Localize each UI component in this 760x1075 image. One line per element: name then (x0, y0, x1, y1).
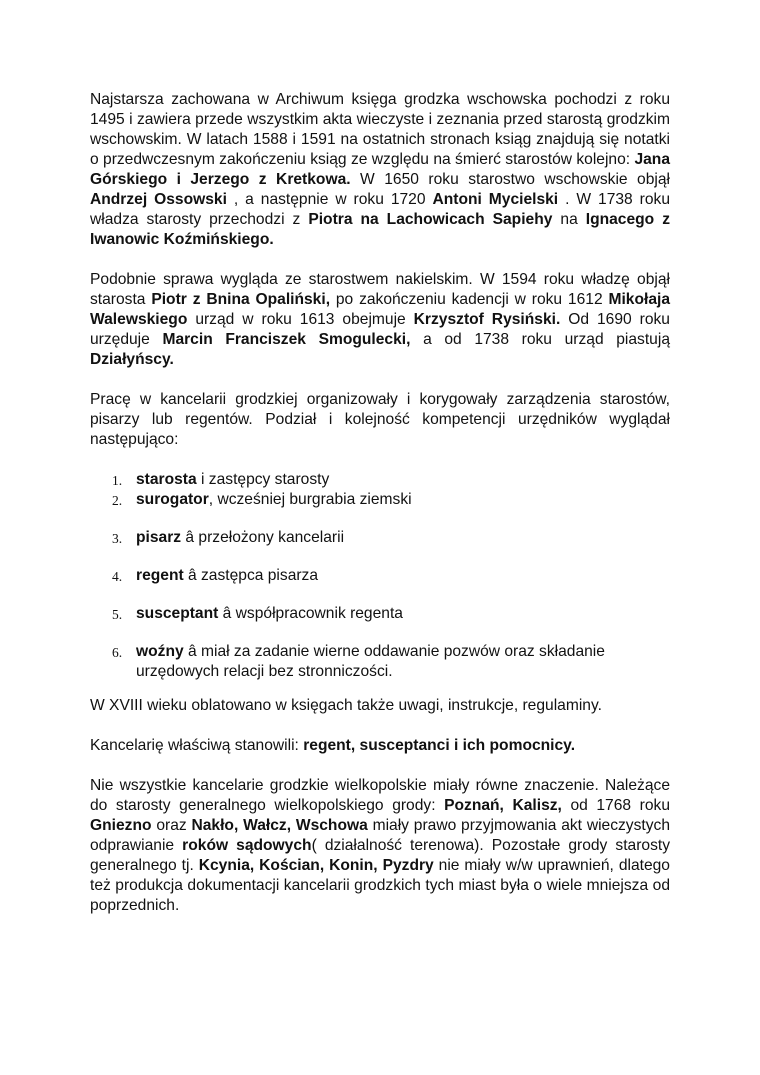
list-term: pisarz (136, 529, 182, 546)
list-desc: â zastępca pisarza (183, 567, 319, 584)
text-run: a od 1738 roku urząd piastują (410, 331, 670, 348)
list-item (90, 604, 670, 624)
text-run: od 1768 roku (561, 797, 670, 814)
text-run: nie miały w/w uprawnień, dlatego też produkcja dokumentacji kancelarii grodzkich tych miast była o wiele mniejsza od poprzednich. (90, 857, 670, 914)
list-number: 2. (112, 493, 123, 508)
text-run: na (552, 211, 586, 228)
list-number: 6. (112, 645, 123, 660)
name-sapieha: Piotra na Lachowicach Sapiehy (308, 211, 553, 228)
list-item (90, 470, 670, 490)
towns-poznan-kalisz: Poznań, Kalisz, (444, 797, 562, 814)
name-gorski-kretkow: Jana Górskiego i Jerzego z Kretkowa. (90, 151, 670, 188)
list-term: susceptant (136, 605, 219, 622)
list-item (90, 528, 670, 548)
paragraph-kancelaria-wlasciwa (90, 736, 670, 756)
name-rysinski: Krzysztof Rysiński. (413, 311, 561, 328)
list-term: surogator (136, 491, 209, 508)
text-run: , a następnie w roku 1720 (226, 191, 433, 208)
text-run: ( działalność terenowa). Pozostałe grody starosty generalnego tj. (90, 837, 670, 874)
list-number: 4. (112, 569, 123, 584)
name-walewski: Mikołaja Walewskiego (90, 291, 670, 328)
paragraph-kancelaria: Pracę w kancelarii grodzkiej organizowały i korygowały zarządzenia starostów, pisarzy lub regentów. Podział i kolejność kompetencji urzędników wyglądał następująco: (90, 391, 670, 448)
name-mycielski: Antoni Mycielski (432, 191, 559, 208)
kancelaria-members: regent, susceptanci i ich pomocnicy. (303, 737, 576, 754)
paragraph-naklo (90, 270, 670, 370)
list-desc: â miał za zadanie wierne oddawanie pozwów oraz składanie urzędowych relacji bez stronniczości. (136, 643, 605, 680)
list-item (90, 566, 670, 586)
name-opalinski: Piotr z Bnina Opaliński, (151, 291, 331, 308)
text-run: oraz (151, 817, 192, 834)
paragraph-xviii-wiek: W XVIII wieku oblatowano w księgach także uwagi, instrukcje, regulaminy. (90, 697, 602, 714)
list-term: woźny (136, 643, 184, 660)
towns-kcynia-koscian-konin-pyzdry: Kcynia, Kościan, Konin, Pyzdry (198, 857, 434, 874)
name-kozminski: Ignacego z Iwanowic Koźmińskiego. (90, 211, 670, 248)
text-run: Od 1690 roku urzęduje (90, 311, 670, 348)
town-gniezno: Gniezno (90, 817, 152, 834)
text-run: W 1650 roku starostwo wschowskie objął (350, 171, 671, 188)
list-desc: â współpracownik regenta (218, 605, 403, 622)
list-desc: , wcześniej burgrabia ziemski (208, 491, 412, 508)
officials-list (90, 470, 670, 682)
text-run: Podobnie sprawa wygląda ze starostwem nakielskim. W 1594 roku władzę objął starosta (90, 271, 670, 308)
text-run: Kancelarię właściwą stanowili: (90, 737, 304, 754)
name-dzialynscy: Działyńscy. (90, 351, 174, 368)
paragraph-wschowa (90, 90, 670, 250)
paragraph-grody (90, 776, 670, 916)
roki-sadowe: roków sądowych (182, 837, 312, 854)
text-run: miały prawo przyjmowania akt wieczystych odprawianie (90, 817, 670, 854)
text-run: Nie wszystkie kancelarie grodzkie wielkopolskie miały równe znaczenie. Należące do starosty generalnego wielkopolskiego grody: (90, 777, 670, 814)
towns-naklo-walcz-wschowa: Nakło, Wałcz, Wschowa (191, 817, 368, 834)
text-run: urząd w roku 1613 obejmuje (187, 311, 414, 328)
list-number: 1. (112, 473, 123, 488)
list-item (90, 490, 670, 510)
list-number: 5. (112, 607, 123, 622)
list-item (90, 642, 670, 682)
text-run: po zakończeniu kadencji w roku 1612 (330, 291, 609, 308)
name-ossowski: Andrzej Ossowski (90, 191, 227, 208)
name-smogulecki: Marcin Franciszek Smogulecki, (162, 331, 411, 348)
list-desc: â przełożony kancelarii (181, 529, 345, 546)
list-desc: i zastępcy starosty (196, 471, 330, 488)
list-number: 3. (112, 531, 123, 546)
list-term: starosta (136, 471, 197, 488)
text-run: . W 1738 roku władza starosty przechodzi z (90, 191, 671, 228)
text-run: Najstarsza zachowana w Archiwum księga grodzka wschowska pochodzi z roku 1495 i zawiera przede wszystkim akta wieczyste i zeznania przed starostą grodzkim wschowskim. W latach 1588 i 1591 na ostatnich stronach ksiąg znajdują się notatki o przedwczesnym zakończeniu ksiąg ze względu na śmierć starostów kolejno: (90, 91, 670, 168)
list-term: regent (136, 567, 184, 584)
